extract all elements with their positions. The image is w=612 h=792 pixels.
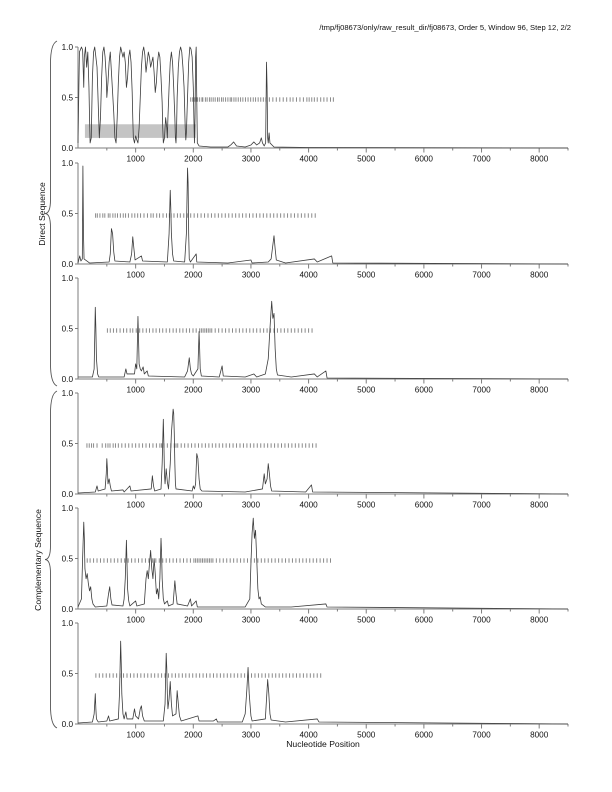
y-tick-label: 0.0: [61, 604, 73, 614]
axis-frame: [78, 163, 568, 264]
x-tick-label: 7000: [472, 730, 491, 740]
x-tick-label: 5000: [357, 154, 376, 164]
y-tick-label: 0.5: [61, 554, 73, 564]
x-tick-label: 6000: [414, 730, 433, 740]
x-tick-label: 1000: [126, 730, 145, 740]
x-tick-label: 2000: [184, 615, 203, 625]
y-tick-label: 0.0: [61, 374, 73, 384]
x-tick-label: 7000: [472, 615, 491, 625]
y-tick-label: 0.0: [61, 143, 73, 153]
y-tick-label: 1.0: [61, 158, 73, 168]
x-tick-label: 5000: [357, 500, 376, 510]
x-tick-label: 8000: [530, 270, 549, 280]
x-tick-label: 5000: [357, 730, 376, 740]
x-tick-label: 1000: [126, 615, 145, 625]
y-tick-label: 0.5: [61, 324, 73, 334]
x-tick-label: 1000: [126, 385, 145, 395]
x-tick-label: 7000: [472, 154, 491, 164]
axis-frame: [78, 278, 568, 379]
axis-frame: [78, 393, 568, 494]
probability-curve: [78, 409, 568, 494]
x-tick-label: 4000: [299, 154, 318, 164]
x-tick-label: 2000: [184, 154, 203, 164]
y-tick-label: 0.0: [61, 719, 73, 729]
x-tick-label: 1000: [126, 154, 145, 164]
x-tick-label: 4000: [299, 270, 318, 280]
x-tick-label: 4000: [299, 615, 318, 625]
x-tick-label: 7000: [472, 500, 491, 510]
x-tick-label: 4000: [299, 385, 318, 395]
y-tick-label: 0.5: [61, 439, 73, 449]
x-tick-label: 3000: [241, 154, 261, 164]
x-tick-label: 6000: [414, 615, 433, 625]
panel-direct-frame-2: [40, 155, 585, 281]
y-tick-label: 1.0: [61, 42, 73, 52]
y-tick-label: 0.0: [61, 489, 73, 499]
x-tick-label: 6000: [414, 270, 433, 280]
x-tick-label: 7000: [472, 270, 491, 280]
x-tick-label: 7000: [472, 385, 491, 395]
x-tick-label: 5000: [357, 385, 376, 395]
plot-title: /tmp/fj08673/only/raw_result_dir/fj08673, Order 5, Window 96, Step 12, 2/2: [319, 23, 571, 32]
panel-complementary-frame-3: [40, 615, 585, 741]
x-tick-label: 2000: [184, 385, 203, 395]
x-tick-label: 3000: [241, 730, 261, 740]
x-tick-label: 3000: [241, 270, 261, 280]
y-tick-label: 0.5: [61, 93, 73, 103]
x-tick-label: 8000: [530, 615, 549, 625]
x-tick-label: 6000: [414, 500, 433, 510]
x-tick-label: 3000: [241, 500, 261, 510]
x-tick-label: 6000: [414, 154, 433, 164]
x-tick-label: 5000: [357, 270, 376, 280]
probability-curve: [78, 641, 568, 724]
x-tick-label: 3000: [241, 385, 261, 395]
x-axis-title: Nucleotide Position: [286, 739, 360, 749]
x-tick-label: 2000: [184, 730, 203, 740]
y-tick-label: 1.0: [61, 503, 73, 513]
probability-curve: [78, 518, 568, 609]
x-tick-label: 8000: [530, 730, 549, 740]
y-tick-label: 0.5: [61, 209, 73, 219]
probability-curve: [78, 166, 568, 264]
y-tick-label: 1.0: [61, 388, 73, 398]
x-tick-label: 2000: [184, 270, 203, 280]
x-tick-label: 5000: [357, 615, 376, 625]
y-tick-label: 0.0: [61, 259, 73, 269]
direct-sequence-label: Direct Sequence: [37, 182, 47, 246]
complementary-sequence-label: Complementary Sequence: [33, 509, 43, 611]
x-tick-label: 3000: [241, 615, 261, 625]
x-tick-label: 6000: [414, 385, 433, 395]
panel-direct-frame-1: [40, 39, 585, 165]
probability-curve: [78, 301, 568, 379]
panel-complementary-frame-2: [40, 500, 585, 626]
x-tick-label: 8000: [530, 500, 549, 510]
panel-direct-frame-3: [40, 270, 585, 396]
y-tick-label: 1.0: [61, 273, 73, 283]
x-tick-label: 2000: [184, 500, 203, 510]
x-tick-label: 8000: [530, 154, 549, 164]
x-tick-label: 4000: [299, 500, 318, 510]
y-tick-label: 0.5: [61, 669, 73, 679]
x-tick-label: 1000: [126, 270, 145, 280]
x-tick-label: 8000: [530, 385, 549, 395]
x-tick-label: 1000: [126, 500, 145, 510]
predicted-region-band: [85, 124, 196, 138]
panel-complementary-frame-1: [40, 385, 585, 511]
x-tick-label: 4000: [299, 730, 318, 740]
y-tick-label: 1.0: [61, 618, 73, 628]
